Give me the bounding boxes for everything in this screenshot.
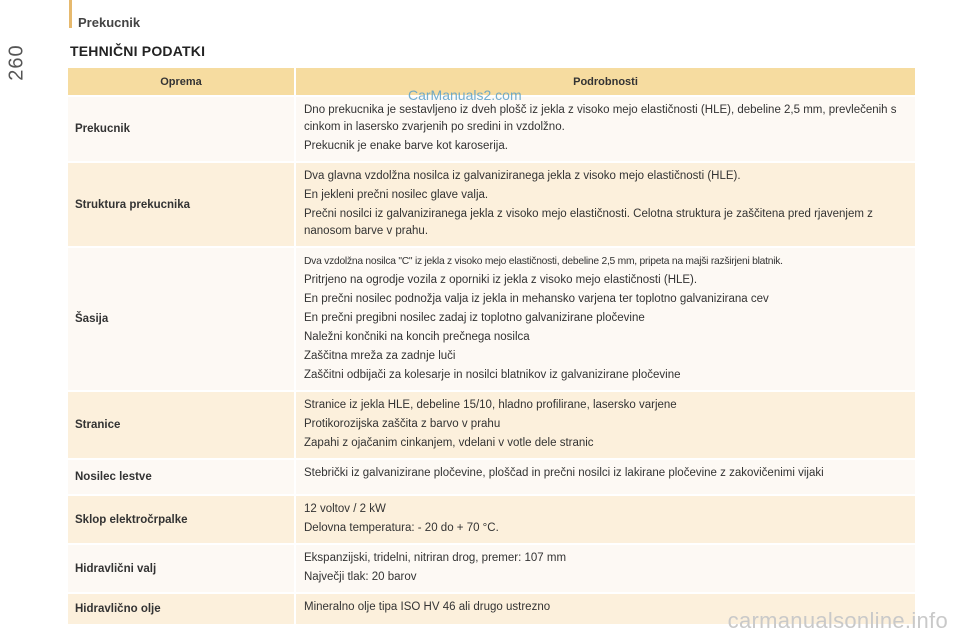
detail-line: Največji tlak: 20 barov (304, 571, 417, 583)
table-row (68, 460, 915, 494)
detail-line: Dva glavna vzdolžna nosilca iz galvaniziranega jekla z visoko mejo elastičnosti (HLE). (304, 170, 741, 182)
table-row (68, 97, 915, 161)
watermark-footer: carmanualsonline.info (727, 608, 948, 633)
detail-line: Dno prekucnika je sestavljeno iz dveh plošč iz jekla z visoko mejo elastičnosti (HLE), debeline 2,5 mm, prevlečenih s cinkom in lasersko zvarjenih po sredini in vzdolžno. (304, 104, 897, 133)
row-label: Struktura prekucnika (68, 163, 294, 246)
row-details (296, 97, 915, 161)
page-number (6, 42, 28, 82)
detail-line: Ekspanzijski, tridelni, nitriran drog, premer: 107 mm (304, 552, 567, 564)
section-label: Prekucnik (78, 15, 141, 30)
row-details (296, 248, 915, 390)
detail-line: Pritrjeno na ogrodje vozila z oporniki iz jekla z visoko mejo elastičnosti (HLE). (304, 274, 698, 286)
table-row (68, 496, 915, 543)
detail-line: Protikorozijska zaščita z barvo v prahu (304, 418, 501, 430)
detail-line: Prečni nosilci iz galvaniziranega jekla z visoko mejo elastičnosti. Celotna struktura je zaščitena pred rjavenjem z nanosom barve v prahu. (304, 208, 873, 237)
table-row (68, 392, 915, 458)
detail-line: Stranice iz jekla HLE, debeline 15/10, hladno profilirane, lasersko varjene (304, 399, 677, 411)
detail-line: Dva vzdolžna nosilca "C" iz jekla z visoko mejo elastičnosti, debeline 2,5 mm, pripeta na majši razširjeni blatnik. (304, 256, 783, 267)
row-details (296, 545, 915, 592)
table-row (68, 248, 915, 390)
row-label: Sklop elektročrpalke (68, 496, 294, 543)
table-row (68, 163, 915, 246)
row-details (296, 496, 915, 543)
detail-line: Zapahi z ojačanim cinkanjem, vdelani v votle dele stranic (304, 437, 594, 449)
detail-line: Zaščitni odbijači za kolesarje in nosilci blatnikov iz galvanizirane pločevine (304, 369, 681, 381)
detail-line: 12 voltov / 2 kW (304, 503, 386, 515)
page-number-text: 260 (5, 43, 28, 81)
detail-line: En prečni nosilec podnožja valja iz jekla in mehansko varjena ter toplotno galvanizirana cev (304, 293, 769, 305)
detail-line: Mineralno olje tipa ISO HV 46 ali drugo ustrezno (304, 601, 551, 613)
column-header-oprema: Oprema (68, 68, 294, 95)
row-details (296, 163, 915, 246)
detail-line: Stebrički iz galvanizirane pločevine, ploščad in prečni nosilci iz lakirane pločevine z zakovičenimi vijaki (304, 467, 824, 479)
detail-line: Prekucnik je enake barve kot karoserija. (304, 140, 508, 152)
row-details (296, 392, 915, 458)
table-body (68, 97, 915, 624)
row-label: Stranice (68, 392, 294, 458)
section-accent-bar (69, 0, 72, 28)
detail-line: En prečni pregibni nosilec zadaj iz toplotno galvanizirane pločevine (304, 312, 645, 324)
spec-table (68, 68, 915, 626)
detail-line: En jekleni prečni nosilec glave valja. (304, 189, 489, 201)
page-title: TEHNIČNI PODATKI (70, 43, 206, 59)
column-header-podrobnosti: Podrobnosti (296, 68, 915, 95)
row-details (296, 460, 915, 494)
detail-line: Naležni končniki na koncih prečnega nosilca (304, 331, 530, 343)
detail-line: Delovna temperatura: - 20 do + 70 °C. (304, 522, 499, 534)
row-label: Prekucnik (68, 97, 294, 161)
row-label: Nosilec lestve (68, 460, 294, 494)
table-row (68, 545, 915, 592)
row-label: Hidravlično olje (68, 594, 294, 624)
row-label: Hidravlični valj (68, 545, 294, 592)
row-label: Šasija (68, 248, 294, 390)
watermark-logo: CarManuals2.com (408, 87, 522, 103)
detail-line: Zaščitna mreža za zadnje luči (304, 350, 456, 362)
